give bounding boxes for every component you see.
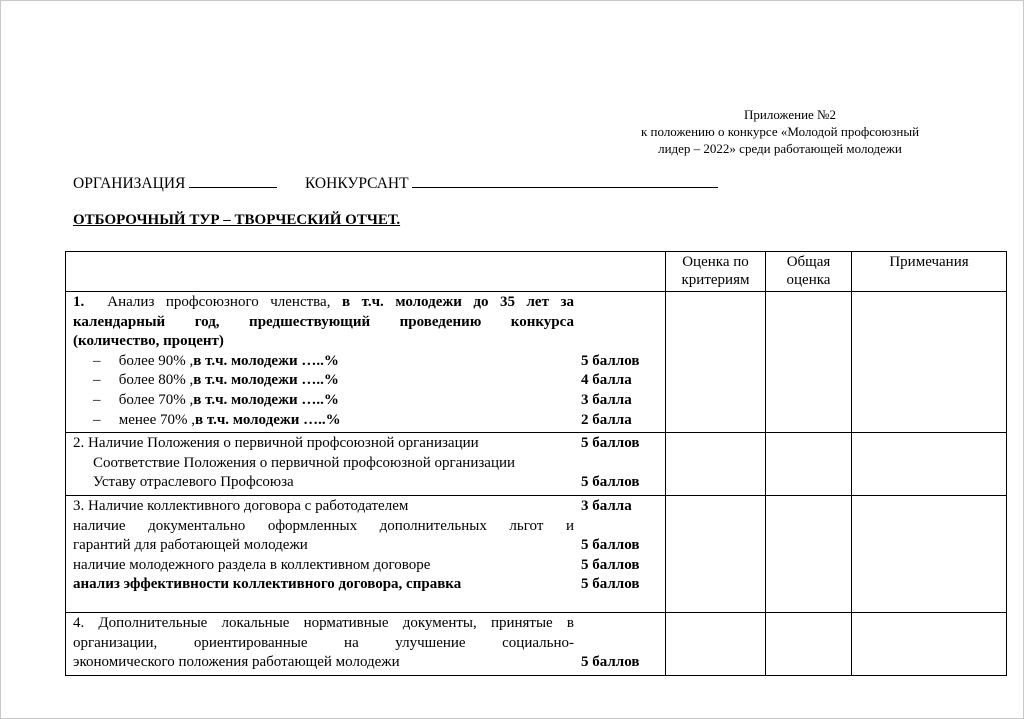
appendix-line-3: лидер – 2022» среди работающей молодежи [658, 141, 902, 156]
org-blank-field[interactable] [189, 174, 277, 188]
row3-total-score-cell[interactable] [766, 495, 852, 612]
table-row [66, 292, 1007, 433]
org-label: ОРГАНИЗАЦИЯ [73, 175, 186, 192]
row3-criterion: 3. Наличие коллективного договора с работодателем 3 балла наличие документально оформленных дополнительных льгот и гарантий для работающей молодежи 5 баллов наличие молодежного раздела в коллективном договоре 5 баллов анализ эффективности коллективного договора, справка 5 баллов [66, 495, 666, 612]
header-total-score: Общая оценка [766, 252, 852, 292]
row1-item: – более 80% ,в т.ч. молодежи …..% 4 балла [93, 372, 632, 389]
tour-title: ОТБОРОЧНЫЙ ТУР – ТВОРЧЕСКИЙ ОТЧЕТ. [73, 212, 401, 228]
table-row [66, 612, 1007, 675]
row1-item: – менее 70% ,в т.ч. молодежи …..% 2 балла [93, 411, 632, 428]
appendix-line-2: к положению о конкурсе «Молодой профсоюзный [640, 124, 920, 139]
row4-criterion: 4. Дополнительные локальные нормативные документы, принятые в организации, ориентированные на улучшение социально- экономического положения работающей молодежи 5 баллов [66, 612, 666, 675]
row3-criteria-score-cell[interactable] [666, 495, 766, 612]
row2-criterion: 2. Наличие Положения о первичной профсоюзной организации 5 баллов Соответствие Положения о первичной профсоюзной организации Уставу отраслевого Профсоюза 5 баллов [66, 433, 666, 496]
row2-notes-cell[interactable] [852, 433, 1007, 496]
row3-notes-cell[interactable] [852, 495, 1007, 612]
evaluation-table [65, 251, 1007, 676]
row4-notes-cell[interactable] [852, 612, 1007, 675]
row1-criteria-score-cell[interactable] [666, 292, 766, 433]
appendix-line-1: Приложение №2 [744, 107, 836, 122]
contestant-label: КОНКУРСАНТ [304, 175, 409, 192]
table-row [66, 433, 1007, 496]
table-header-row [66, 252, 1007, 292]
row1-total-score-cell[interactable] [766, 292, 852, 433]
row1-item: – более 70% ,в т.ч. молодежи …..% 3 балла [93, 391, 632, 408]
org-contestant-line [73, 174, 718, 193]
header-criteria-score: Оценка по критериям [666, 252, 766, 292]
row4-total-score-cell[interactable] [766, 612, 852, 675]
row1-item: – более 90% ,в т.ч. молодежи …..% 5 баллов [93, 352, 640, 369]
row1-notes-cell[interactable] [852, 292, 1007, 433]
row4-criteria-score-cell[interactable] [666, 612, 766, 675]
contestant-blank-field[interactable] [412, 174, 718, 188]
header-notes: Примечания [852, 252, 1007, 292]
row2-total-score-cell[interactable] [766, 433, 852, 496]
table-row [66, 495, 1007, 612]
row1-criterion: 1. Анализ профсоюзного членства, в т.ч. молодежи до 35 лет за календарный год, предшествующий проведению конкурса (количество, процент) – более 90% ,в т.ч. молодежи …..% 5 баллов – более 80% ,в т.ч. молодежи …..% 4 балла – более 70% ,в т.ч. молодежи …..% 3 балла – менее 70% ,в т.ч. молодежи …..% 2 балла [66, 292, 666, 433]
row2-criteria-score-cell[interactable] [666, 433, 766, 496]
header-criterion-cell [66, 252, 666, 292]
appendix-note [560, 106, 1000, 157]
